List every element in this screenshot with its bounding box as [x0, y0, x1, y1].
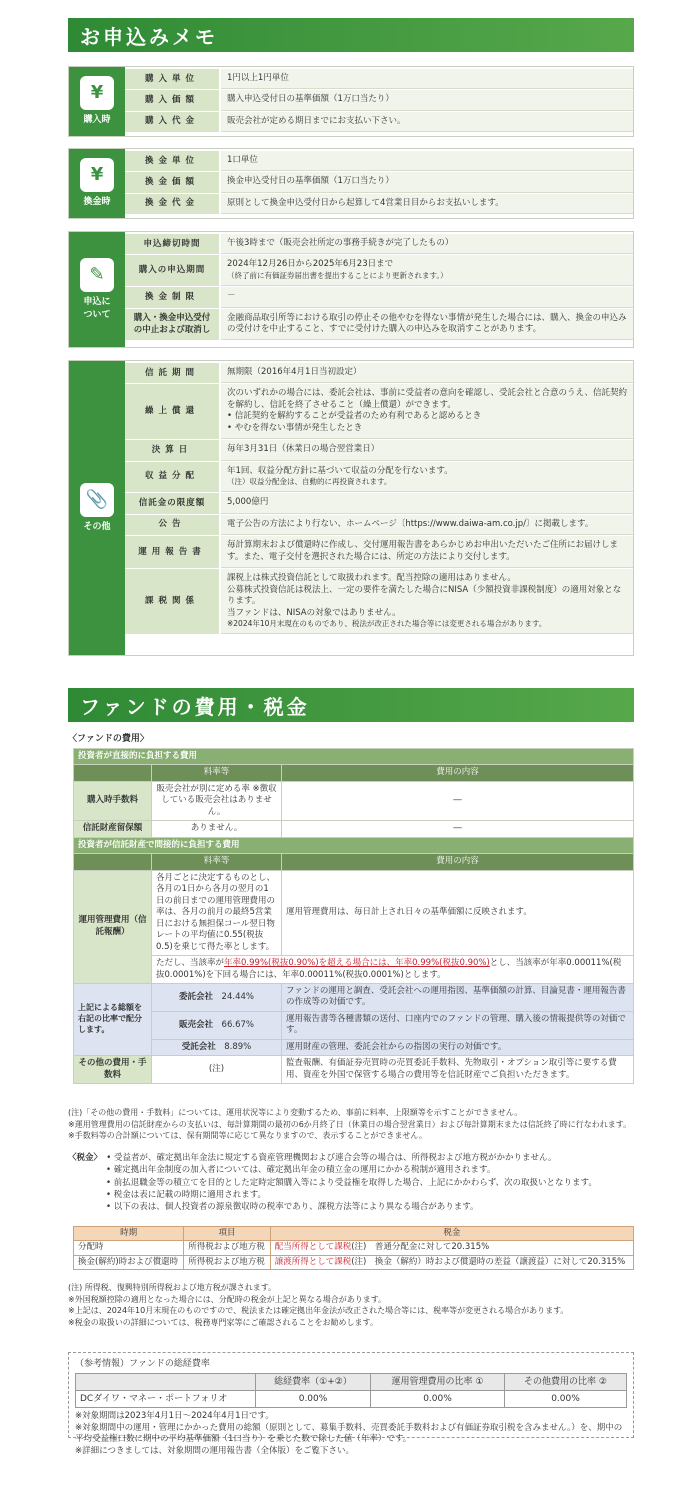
redemption-group: ¥ 換金時 換金単位 1口単位 換金価額 換金申込受付日の基準価額（1万口当たり） 換金代金 原則として換金申込受付日から起算して4営業日目からお支払いします。: [68, 148, 634, 219]
reference-expense-ratio: （参考情報）ファンドの総経費率 総経費率（①+②） 運用管理費用の比率 ① その他費用の比率 ② DCダイワ・マネー・ポートフォリオ 0.00% 0.00% 0.00% ※対象期間は2023年4月1日～2024年4月1日です。 ※対象期間中の運用・管理にかかった費用の総額（原則として、募集手数料、売買委託手数料および有価証券取引税を含みません。）を、期中の平均受益権口数に期中の平均基準価額（1口当り）を乗じた数で除した値（年率）です。 ※詳細につきましては、対象期間の運用報告書（全体版）をご覧下さい。: [68, 1352, 634, 1438]
tax-section: 〈税金〉 • 受益者が、確定拠出年金法に規定する資産管理機関および連合会等の場合は、所得税および地方税がかかりません。 • 確定拠出年金制度の加入者については、確定拠出年金の積立金の運用にかかる税制が適用されます。 • 前払退職金等の積立てを目的とした定時定額購入等により受益権を取得した場合、上記にかかわらず、次の取扱いとなります。 • 税金は表に記載の時期に適用されます。 • 以下の表は、個人投資者の源泉徴収時の税率であり、課税方法等により異なる場合があります。: [68, 1153, 597, 1213]
row-key: 購入単位: [125, 69, 221, 89]
fee-notes: (注)「その他の費用・手数料」については、運用状況等により変動するため、事前に料率、上限額等を示すことができません。 ※運用管理費用の信託財産からの支払いは、毎計算期間の最初の6か月終了日（休業日の場合翌営業日）および毎計算期末または信託終了時に行なわれます。 ※手数料等の合計額については、保有期間等に応じて異なりますので、表示することができません。: [68, 1108, 632, 1141]
purchase-group: ¥ 購入時 購入単位 1円以上1円単位 購入価額 購入申込受付日の基準価額（1万口当たり） 購入代金 販売会社が定める期日までにお支払い下さい。: [68, 66, 634, 137]
section-title-fees: ファンドの費用・税金: [68, 688, 634, 722]
purchase-label: ¥ 購入時: [69, 67, 125, 136]
tax-notes: (注) 所得税、復興特別所得税および地方税が課されます。 ※外国税額控除の適用となった場合には、分配時の税金が上記と異なる場合があります。 ※上記は、2024年10月末現在のものですので、税法または確定拠出年金法が改正された場合等には、税率等が変更される場合があります。 ※税金の取扱いの詳細については、税務専門家等にご確認されることをお勧めします。: [68, 1283, 569, 1327]
expense-ratio-table: 総経費率（①+②） 運用管理費用の比率 ① その他費用の比率 ② DCダイワ・マネー・ポートフォリオ 0.00% 0.00% 0.00%: [75, 1373, 627, 1408]
tax-table: 時期 項目 税金 分配時 所得税および地方税 配当所得として課税(注) 普通分配金に対して20.315% 換金(解約)時および償還時 所得税および地方税 譲渡所得として課税(注) 換金（解約）時および償還時の差益（譲渡益）に対して20.315%: [73, 1226, 634, 1270]
fee-table: 投資者が直接的に負担する費用 料率等 費用の内容 購入時手数料 販売会社が別に定める率 ※徴収している販売会社はありません。 ― 信託財産留保額 ありません。 ― 投資者が信託財産で間接的に負担する費用 料率等 費用の内容 運用管理費用（信託報酬） 各月ごとに決定するものとし、各月の1日から各月の翌月の1日の前日までの運用管理費用の率は、各月の前月の最終5営業日における無担保コール翌日物レートの平均値に0.55(税抜0.5)を乗じて得た率とします。 運用管理費用は、毎日計上され日々の基準価額に反映されます。 ただし、当該率が年率0.99%(税抜0.90%)を超える場合には、年率0.99%(税抜0.90%)とし、当該率が年率0.00011%(税抜0.0001%)を下回る場合には、年率0.00011%(税抜0.0001%)とします。 上記による総額を右記の比率で配分します。 委託会社 24.44% ファンドの運用と調査、受託会社への運用指図、基準価額の計算、目論見書・運用報告書の作成等の対価です。 販売会社 66.67% 運用報告書等各種書類の送付、口座内でのファンドの管理、購入後の情報提供等の対価です。 受託会社 8.89% 運用財産の管理、委託会社からの指図の実行の対価です。 その他の費用・手数料 (注) 監査報酬、有価証券売買時の売買委託手数料、先物取引・オプション取引等に要する費用、資産を外国で保管する場合の費用等を信託財産でご負担いただきます。: [73, 748, 634, 1084]
other-group: 📎 その他 信託期間 無期限（2016年4月1日当初設定） 繰上償還 次のいずれかの場合には、委託会社は、事前に受益者の意向を確認し、受託会社と合意のうえ、信託契約を解約し、信託を終了させること（繰上償還）ができます。 • 信託契約を解約することが受益者のため有利であると認めるとき • やむを得ない事情が発生したとき 決算日 毎年3月31日（休業日の場合翌営業日） 収益分配 年1回、収益分配方針に基づいて収益の分配を行ないます。 （注）収益分配金は、自動的に再投資されます。 信託金の限度額 5,000億円 公告 電子公告の方法により行ない、ホームページ〔https://www.daiwa-am.co.jp/〕に掲載します。 運用報告書 毎計算期末および償還時に作成し、交付運用報告書をあらかじめお申出いただいたご住所にお届けします。また、電子交付を選択された場合には、所定の方法により交付します。 課税関係 課税上は株式投資信託として取扱われます。配当控除の適用はありません。 公募株式投資信託は税法上、一定の要件を満たした場合にNISA（少額投資非課税制度）の適用対象となります。 当ファンドは、NISAの対象ではありません。 ※2024年10月末現在のものであり、税法が改正された場合等には変更される場合があります。: [68, 360, 634, 656]
fund-fees-subtitle: 〈ファンドの費用〉: [68, 734, 149, 744]
yen-person-icon: ¥: [80, 76, 114, 110]
pen-icon: ✎: [80, 258, 114, 292]
application-group: ✎ 申込に ついて 申込締切時間 午後3時まで（販売会社所定の事務手続きが完了したもの） 購入の申込期間 2024年12月26日から2025年6月23日まで （終了前に有価証券届出書を提出することにより更新されます。） 換金制限 － 購入・換金申込受付 の中止および取消し 金融商品取引所等における取引の停止その他やむを得ない事情が発生した場合には、購入、換金の申込みの受付けを中止すること、すでに受付けた購入の申込みを取消すことがあります。: [68, 231, 634, 348]
paperclip-icon: 📎: [80, 483, 114, 517]
section-title-application: お申込みメモ: [68, 18, 634, 52]
yen-exchange-icon: ¥: [80, 158, 114, 192]
